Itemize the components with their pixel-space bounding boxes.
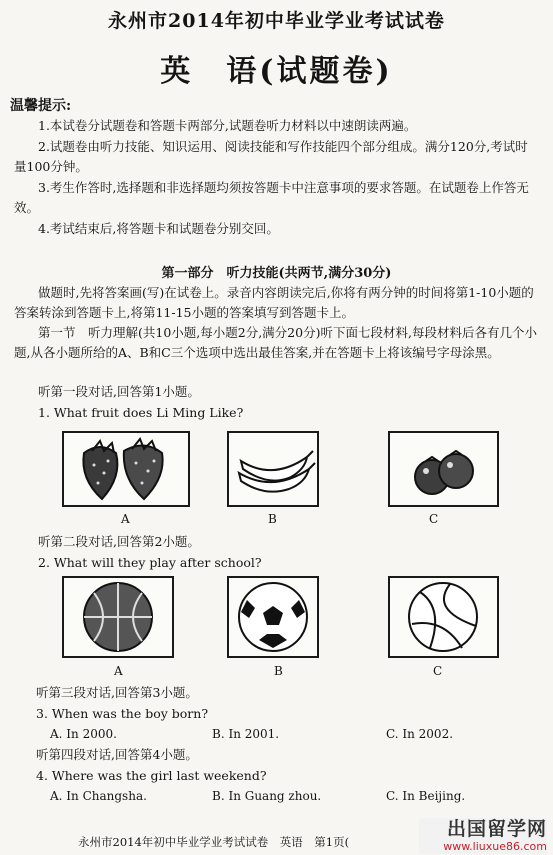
question-text: 4. Where was the girl last weekend? bbox=[36, 768, 267, 783]
watermark-url: www.liuxue86.com bbox=[443, 840, 547, 853]
tip-item: 1.本试卷分试题卷和答题卡两部分,试题卷听力材料以中速朗读两遍。 bbox=[38, 118, 417, 133]
dialogue-intro: 听第四段对话,回答第4小题。 bbox=[36, 747, 198, 762]
watermark bbox=[419, 818, 547, 854]
option-b: B. In 2001. bbox=[212, 727, 280, 741]
option-a: A. In Changsha. bbox=[50, 789, 147, 803]
tips-heading: 温馨提示: bbox=[10, 98, 72, 114]
question-text: 1. What fruit does Li Ming Like? bbox=[38, 405, 244, 420]
option-label: B bbox=[274, 664, 283, 678]
dialogue-intro: 听第一段对话,回答第1小题。 bbox=[38, 384, 200, 399]
option-label: A bbox=[121, 512, 130, 526]
option-b: B. In Guang zhou. bbox=[212, 789, 322, 803]
tomatoes-image bbox=[388, 431, 499, 507]
option-c: C. In Beijing. bbox=[386, 789, 466, 803]
option-label: B bbox=[268, 512, 277, 526]
tip-item: 4.考试结束后,将答题卡和试题卷分别交回。 bbox=[38, 221, 279, 236]
option-label: C bbox=[433, 664, 443, 678]
question-text: 3. When was the boy born? bbox=[36, 706, 209, 721]
option-a: A. In 2000. bbox=[50, 727, 117, 741]
part-instructions: 做题时,先将答案画(写)在试卷上。录音内容朗读完后,你将有两分钟的时间将第1-10小题的答案转涂到答题卡上,将第11-15小题的答案填写到答题卡上。 bbox=[14, 285, 534, 320]
section-instructions: 第一节 听力理解(共10小题,每小题2分,满分20分)听下面七段材料,每段材料后各有几个小题,从各小题所给的A、B和C三个选项中选出最佳答案,并在答题卡上将该编号字母涂黑。 bbox=[14, 325, 537, 360]
option-label: C bbox=[429, 512, 439, 526]
volleyball-image bbox=[388, 576, 499, 658]
dialogue-intro: 听第二段对话,回答第2小题。 bbox=[38, 534, 200, 549]
tip-item: 3.考生作答时,选择题和非选择题均须按答题卡中注意事项的要求答题。在试题卷上作答无效。 bbox=[14, 180, 529, 215]
part-title: 第一部分 听力技能(共两节,满分30分) bbox=[161, 266, 392, 281]
basketball-image bbox=[62, 576, 174, 658]
page-footer: 永州市2014年初中毕业学业考试试卷 英语 第1页( bbox=[78, 835, 350, 849]
exam-title: 永州市2014年初中毕业学业考试试卷 bbox=[108, 10, 445, 32]
strawberries-image bbox=[62, 431, 190, 507]
subject-title: 英 语(试题卷) bbox=[160, 54, 393, 89]
option-c: C. In 2002. bbox=[386, 727, 454, 741]
soccer-ball-image bbox=[227, 576, 319, 658]
question-text: 2. What will they play after school? bbox=[38, 555, 262, 570]
bananas-image bbox=[227, 431, 319, 507]
watermark-title: 出国留学网 bbox=[446, 818, 547, 840]
dialogue-intro: 听第三段对话,回答第3小题。 bbox=[36, 685, 198, 700]
option-label: A bbox=[114, 664, 123, 678]
tip-item: 2.试题卷由听力技能、知识运用、阅读技能和写作技能四个部分组成。满分120分,考试时量100分钟。 bbox=[14, 139, 528, 174]
